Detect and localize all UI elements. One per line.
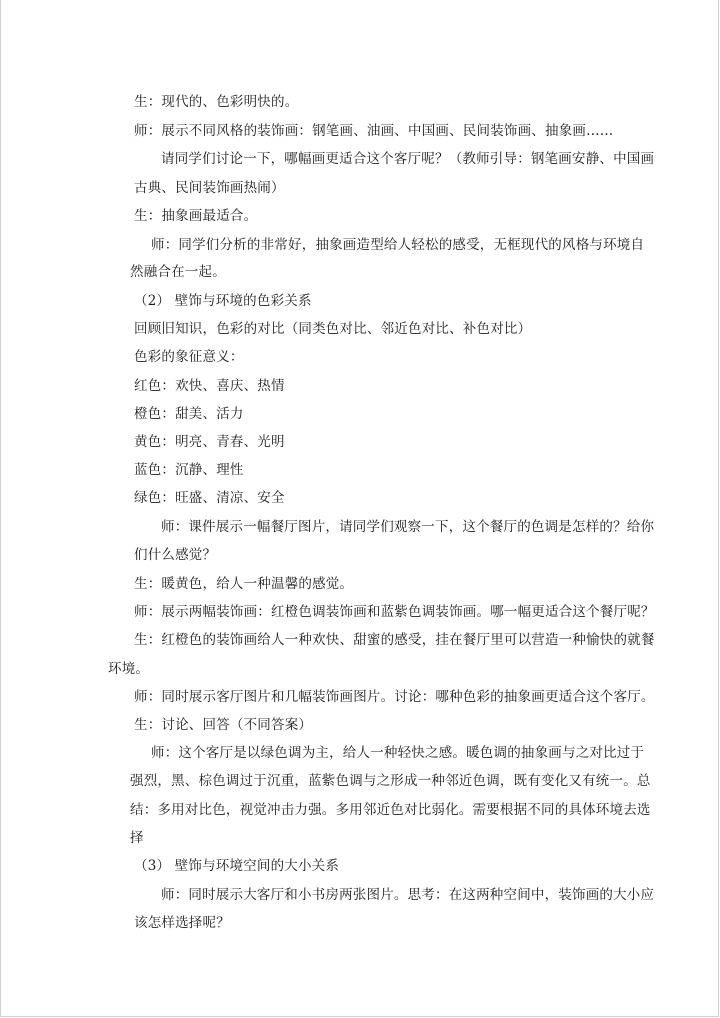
text-line: 师：展示两幅装饰画：红橙色调装饰画和蓝紫色调装饰画。哪一幅更适合这个餐厅呢？ xyxy=(134,604,655,620)
text-line: 择 xyxy=(130,830,144,846)
text-line: 师：展示不同风格的装饰画：钢笔画、油画、中国画、民间装饰画、抽象画…… xyxy=(134,123,614,139)
text-line: 生：暖黄色，给人一种温馨的感觉。 xyxy=(134,576,354,592)
section-heading: （3） 壁饰与环境空间的大小关系 xyxy=(134,858,340,874)
text-line: 黄色：明亮、青春、光明 xyxy=(134,434,285,450)
text-line: 绿色：旺盛、清凉、安全 xyxy=(134,490,285,506)
text-line: 们什么感觉？ xyxy=(134,547,217,563)
text-line: 古典、民间装饰画热闹） xyxy=(134,180,285,196)
text-line: 环境。 xyxy=(108,661,150,677)
text-line: 结：多用对比色，视觉冲击力强。多用邻近色对比弱化。需要根据不同的具体环境去选 xyxy=(130,802,651,818)
section-heading: （2） 壁饰与环境的色彩关系 xyxy=(134,293,312,309)
text-line: 师：同时展示大客厅和小书房两张图片。思考：在这两种空间中，装饰画的大小应 xyxy=(161,887,655,903)
text-line: 蓝色：沉静、理性 xyxy=(134,462,244,478)
text-line: 红色：欢快、喜庆、热情 xyxy=(134,378,285,394)
text-line: 生：抽象画最适合。 xyxy=(134,208,258,224)
text-line: 生：现代的、色彩明快的。 xyxy=(134,94,299,110)
text-line: 师：这个客厅是以绿色调为主，给人一种轻快之感。暖色调的抽象画与之对比过于 xyxy=(151,745,645,761)
text-line: 强烈，黑、棕色调过于沉重，蓝紫色调与之形成一种邻近色调，既有变化又有统一。总 xyxy=(130,773,651,789)
text-line: 师：同学们分析的非常好，抽象画造型给人轻松的感受，无框现代的风格与环境自 xyxy=(151,237,645,253)
text-line: 生：红橙色的装饰画给人一种欢快、甜蜜的感受，挂在餐厅里可以营造一种愉快的就餐 xyxy=(134,632,655,648)
text-line: 生：讨论、回答（不同答案） xyxy=(134,717,313,733)
text-line: 橙色：甜美、活力 xyxy=(134,406,244,422)
text-line: 请同学们讨论一下，哪幅画更适合这个客厅呢？（教师引导：钢笔画安静、中国画 xyxy=(161,151,655,167)
text-line: 色彩的象征意义： xyxy=(134,349,244,365)
text-line: 该怎样选择呢？ xyxy=(134,915,230,931)
text-line: 师：同时展示客厅图片和几幅装饰画图片。讨论：哪种色彩的抽象画更适合这个客厅。 xyxy=(134,689,655,705)
text-line: 师：课件展示一幅餐厅图片，请同学们观察一下，这个餐厅的色调是怎样的？给你 xyxy=(161,519,655,535)
text-line: 回顾旧知识，色彩的对比（同类色对比、邻近色对比、补色对比） xyxy=(134,321,532,337)
text-line: 然融合在一起。 xyxy=(130,264,226,280)
